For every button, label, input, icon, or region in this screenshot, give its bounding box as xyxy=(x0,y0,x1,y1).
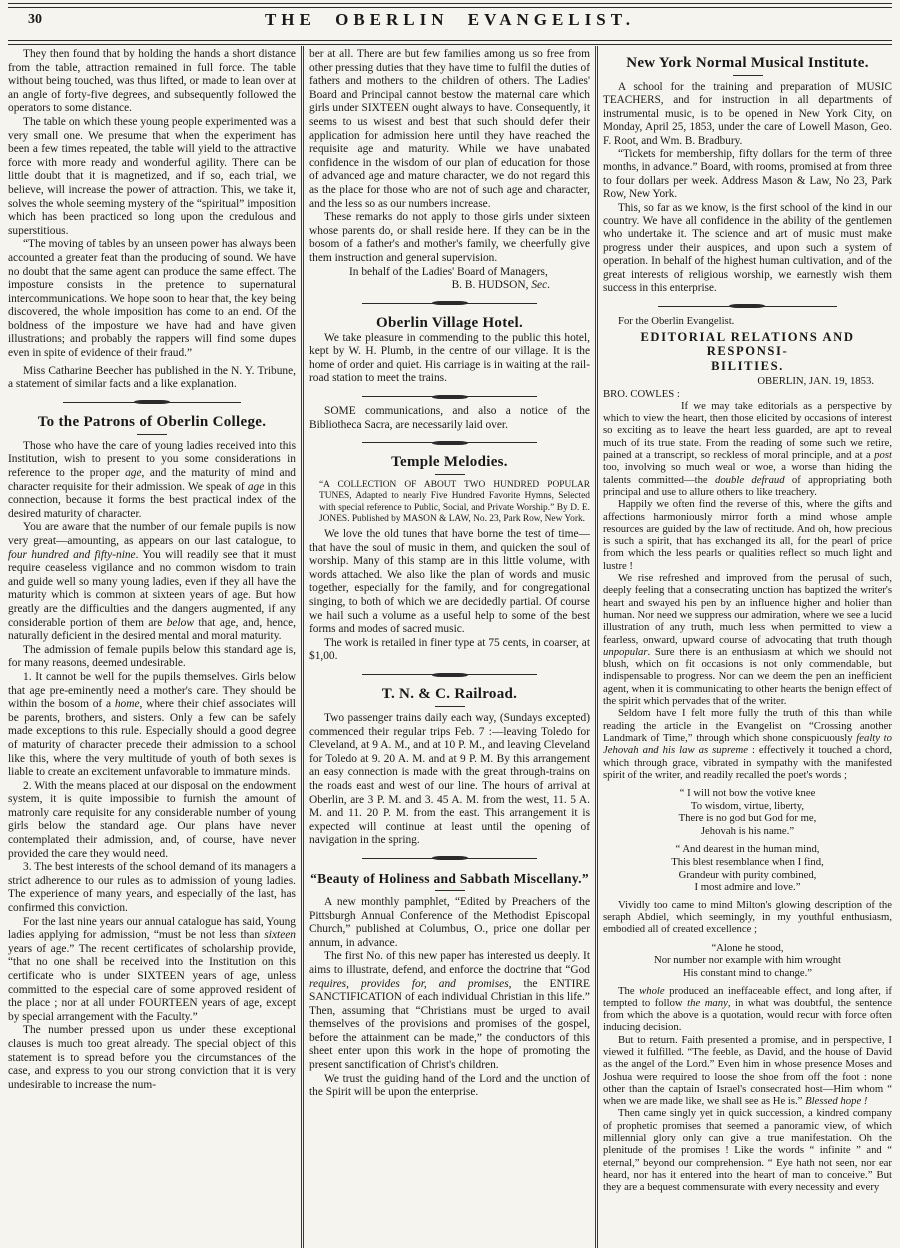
column-2 xyxy=(309,46,590,1248)
article-paragraph: The work is retailed in finer type at 75 cents, in coarser, at $1,00. xyxy=(309,636,590,663)
heading-underline-rule xyxy=(435,706,465,707)
ny-musical-institute-section xyxy=(603,55,892,296)
poem-quote-votive-knee xyxy=(611,787,884,837)
page-number: 30 xyxy=(28,12,42,27)
masthead-title: THE OBERLIN EVANGELIST. xyxy=(264,10,636,29)
poem-line: This blest resemblance when I find, xyxy=(671,856,824,869)
divider-ornament-icon xyxy=(432,856,468,860)
article-paragraph: The first No. of this new paper has interested us deeply. It aims to illustrate, defend, and enforce the doctrine that “God requires, provides for, and promises, the ENTIRE SANCTIFICATION of each individual Christian in this life.” Then, assuming that “Christians must be urged to avail themselves of the provisions and promises of the gospel, before the attainment can be made,” the conductors of this sheet enter upon this work in the hope of promoting the present sanctification of Christ's children. xyxy=(309,950,590,1072)
divider-ornament-icon xyxy=(432,395,468,399)
divider-ornament-icon xyxy=(432,673,468,677)
poem-line: There is no god but God for me, xyxy=(678,812,817,825)
page-header xyxy=(0,8,900,38)
column-separator-rule xyxy=(301,46,304,1248)
article-paragraph: We take pleasure in commending to the public this hotel, kept by W. H. Plumb, in the centre of our village. It is the home of order and quiet. His carriage is in waiting at the rail-road station to meet the trains. xyxy=(309,331,590,385)
article-paragraph: 2. With the means placed at our disposal on the endowment system, it is quite impossibie to furnish the amount of matronly care requisite for any considerable number of young girls below the standard age. Our plans have never contemplated their admission, and, of course, have never provided the care they would need. xyxy=(8,779,296,860)
poem-quote-abdiel xyxy=(611,942,884,980)
for-oberlin-evangelist-line: For the Oberlin Evangelist. xyxy=(618,314,735,327)
article-paragraph: “The moving of tables by an unseen power has always been accounted a greater feat than the producing of sound. We have no doubt that the same agent can produce the same effect. The imposture consists in the pretence to supernatural intercommunications. We hope soon to hear that, the key being discovered, the whole imposition has come to an end. Of the boldness of the imposture we have had and have given illustrations; and probably the rappers will find some dupes even in spite of evidence of their fraud.” xyxy=(8,238,296,360)
poem-quote-human-mind xyxy=(611,843,884,893)
heading-beauty-of-holiness: “Beauty of Holiness and Sabbath Miscellany.” xyxy=(310,870,589,886)
communications-notice-paragraph: SOME communications, and also a notice of the Bibliotheca Sacra, are necessarily laid over. xyxy=(309,405,590,431)
poem-line: Grandeur with purity combined, xyxy=(678,868,817,881)
heading-editorial-relations xyxy=(603,330,892,374)
article-paragraph: Those who have the care of young ladies received into this Institution, wish to present to you some considerations in reference to the proper age, and the maturity of mind and character requisite for their admission. We speak of age in this connection, because it forms the best practical index of the desired maturity of character. xyxy=(8,439,296,520)
signature-behalf-line: In behalf of the Ladies' Board of Managers, xyxy=(349,265,548,278)
poem-line: Nor number nor example with him wrought xyxy=(654,954,841,967)
article-paragraph: They then found that by holding the hands a short distance from the table, attraction remained in full force. The table without being touched, was thus lifted, or made to lean over at an angle of forty-five degrees, and subsequently followed the operators to some distance. xyxy=(8,48,296,115)
poem-line: “Alone he stood, xyxy=(711,941,784,954)
poem-line: “ And dearest in the human mind, xyxy=(675,843,820,856)
article-paragraph: We love the old tunes that have borne the test of time—that have the soul of music in them, and quicken the soul of worship. Many of this stamp are in this little volume, with words attached. We also like the plan of words and music together, especially for the family, and for congregational singing, to both of which we are decidedly partial. Of course we hail such a volume as a useful help to some of the best forms and modes of sacred music. xyxy=(309,528,590,636)
article-paragraph-continuation: ber at all. There are but few families among us so free from other pressing duties that they have time to fulfil the duties of fathers and mothers to the children of others. The Ladies' Board and Principal cannot bestow the maternal care which girls under SIXTEEN ought always to have. Consequently, it seems to us wisest and best that such should defer their application for admission here until they have reached the requisite age and maturity. While we have unabated confidence in the wisdom of our plan of education for those of advanced age and mature character, we do not regard this as the place for those who are not of such age and character, and the less so as our numbers increase. xyxy=(309,48,590,210)
poem-line: To wisdom, virtue, liberty, xyxy=(690,799,805,812)
letter-paragraph: We rise refreshed and improved from the perusal of such, deeply feeling that a consecrating unction has baptized the writer's heart and swayed his pen by an influence higher and holier than human. Nor need we suppress our admiration, where we see a lucid illustration of any truth, much less when permitted to view a fearless, onward, upward course of advocating that truth though unpopular. Sure there is an enthusiasm at which we should not blush, which on fit occasions is not only commendable, but indispensable to progress. Nor can we deem the pen an inefficient agent, when it is communicating to other hearts the benign effect of the spirit which pervades that of the writer. xyxy=(603,572,892,708)
poem-line: “ I will not bow the votive knee xyxy=(679,787,816,800)
divider-ornament-icon xyxy=(134,400,170,404)
article-paragraph: A school for the training and preparation of MUSIC TEACHERS, and for instruction in all departments of instrumental music, is to be opened in New York City, on Monday, April 25, 1853, under the care of Lowell Mason, Geo. F. Root, and Wm. B. Bradbury. xyxy=(603,81,892,147)
letter-paragraph: Happily we often find the reverse of this, where the gifts and affections harmoniously mirror forth a mind whose ample resources are guided by the law of rectitude. And oh, how precious is such a spirit, that has exchanged its all, for the pearl of price from which the less pearls or qualities reflect so much light and lustre ! xyxy=(603,498,892,572)
heading-patrons-of-oberlin-college: To the Patrons of Oberlin College. xyxy=(37,413,267,430)
article-paragraph: The number pressed upon us under these exceptional clauses is much too great already. The special object of this statement is to spread before you the circumstances of the case, and express to you our strong conviction that it is very undesirable to increase the num- xyxy=(8,1024,296,1091)
section-divider xyxy=(63,398,242,407)
beecher-note-paragraph: Miss Catharine Beecher has published in the N. Y. Tribune, a statement of similar facts and a like explanation. xyxy=(8,364,296,391)
column-3 xyxy=(603,46,892,1248)
heading-oberlin-village-hotel: Oberlin Village Hotel. xyxy=(375,314,523,331)
article-paragraph: We trust the guiding hand of the Lord and the unction of the Spirit will be upon the enterprise. xyxy=(309,1072,590,1099)
heading-underline-rule xyxy=(435,474,465,475)
article-paragraph: The admission of female pupils below this standard age is, for many reasons, deemed undesirable. xyxy=(8,643,296,670)
divider-ornament-icon xyxy=(432,301,468,305)
dateline: OBERLIN, JAN. 19, 1853. xyxy=(757,375,874,388)
salutation-line: BRO. COWLES : xyxy=(603,387,680,400)
divider-ornament-icon xyxy=(432,441,468,445)
poem-line: I most admire and love.” xyxy=(694,881,801,894)
article-paragraph: The table on which these young people experimented was a very small one. We presume that when the experiment has been a few times repeated, the table will yield to the attractive force with more ready and wonderful agility. There can be little doubt that it is magnetized, and if so, each trial, we believe, will increase the power of attraction. This, we take it, solves the whole seeming mystery of the “spiritual” imposition which has been practiced so long upon the credulous and superstitious. xyxy=(8,115,296,237)
heading-underline-rule xyxy=(137,434,167,435)
heading-line-2: BILITIES. xyxy=(711,358,784,373)
section-divider xyxy=(362,670,536,679)
letter-paragraph: Seldom have I felt more fully the truth of this than while reading the article in the Evangelist on “Crossing another Landmark of Time,” through which shone conspicuously fealty to Jehovah and his law as supreme : effectively it touched a chord, which through grace, vibrated in sympathy with the manifested spirit of the writer, and readily recalled the poet's words ; xyxy=(603,707,892,781)
letter-paragraph: Vividly too came to mind Milton's glowing description of the seraph Abdiel, which seemingly, in my youthful enthusiasm, embodied all of created excellence ; xyxy=(603,898,892,936)
column-separator-rule xyxy=(595,46,598,1248)
heading-underline-rule xyxy=(435,890,465,891)
heading-line-1: EDITORIAL RELATIONS AND RESPONSI- xyxy=(640,329,855,359)
letter-paragraph: But to return. Faith presented a promise, and in perspective, I viewed it fulfilled. “The feeble, as David, and the house of David as the angel of the Lord.” Even him in whose presence Moses and Joshua were required to loose the shoe from off the foot : none other than the captain of Israel's consecrated host—Him whom “ when we are made like, we shall see as He is.” Blessed hope ! xyxy=(603,1033,892,1108)
poem-line: Jehovah is his name.” xyxy=(700,824,795,837)
heading-temple-melodies: Temple Melodies. xyxy=(391,454,508,471)
article-paragraph: “Tickets for membership, fifty dollars for the term of three months, in advance.” Board, with rooms, promised at from three to four dollars per week. Address Mason & Law, No 23, Park Row, New York. xyxy=(603,148,892,201)
heading-tnc-railroad: T. N. & C. Railroad. xyxy=(381,686,518,702)
section-divider xyxy=(362,854,536,863)
header-bottom-rule xyxy=(8,40,892,45)
section-divider xyxy=(362,392,536,401)
article-paragraph: 3. The best interests of the school demand of its managers a strict adherence to our rules as to admission of young ladies. The experience of many years, and especially of the last, has confirmed this conviction. xyxy=(8,861,296,915)
heading-ny-normal-musical-institute: New York Normal Musical Institute. xyxy=(626,55,869,71)
section-divider xyxy=(362,299,536,308)
article-paragraph: This, so far as we know, is the first school of the kind in our country. We have all confidence in the ability of the gentlemen who undertake it. The science and art of music must make progress under their auspices, and upon such a system of operation. In behalf of the highest human cultivation, and of the great interests of religious worship, we earnestly wish them success in this enterprise. xyxy=(603,201,892,295)
article-paragraph: For the last nine years our annual catalogue has said, Young ladies applying for admission, “must be not less than sixteen years of age.” The recent certificates of scholarship provide, “that no one shall be received into the Institution on this certificate who is under SIXTEEN years of age, unless committed to the especial care of some approved resident of the place ; nor at all under FOURTEEN years of age, except by special arrangement with the Faculty.” xyxy=(8,915,296,1023)
article-paragraph: You are aware that the number of our female pupils is now very great—amounting, as appears on our last catalogue, to four hundred and fifty-nine. You will readily see that it must require ceaseless vigilance and no common wisdom to train and guide well so many young ladies, even if they all have the maturity which is common at sixteen years of age. But how greatly are the difficulties and the dangers augmented, if any considerable portion of them are below that age, and, hence, naturally deficient in the desired mental and moral maturity. xyxy=(8,521,296,643)
signature-name: B. B. HUDSON, Sec. xyxy=(451,279,550,292)
heading-underline-rule xyxy=(733,75,763,76)
section-divider xyxy=(658,302,837,311)
column-layout xyxy=(8,46,892,1248)
article-paragraph: These remarks do not apply to those girls under sixteen whose parents do, or shall reside here. If they can be in the bosom of a father's and mother's family, we cheerfully give them instruction and general supervision. xyxy=(309,211,590,264)
poem-line: His constant mind to change.” xyxy=(682,966,813,979)
letter-paragraph: The whole produced an ineffaceable effect, and long after, if tempted to follow the many, in what was doubtful, the sentence from which the above is a quotation, would recur with force often inducing decision. xyxy=(603,984,892,1034)
letter-paragraph: Then came singly yet in quick succession, a kindred company of prophetic promises that seemed a panoramic view, of which millennial glory only can give a true manifestation. Oh the plenitude of the promises ! Like the words “ infinite ” and “ eternal,” beyond our comprehension. “ Eye hath not seen, nor ear heard, nor has it entered into the heart of man to conceive.” But they are a bequest commensurate with every necessity and every xyxy=(603,1107,892,1194)
divider-ornament-icon xyxy=(729,304,765,308)
column-1 xyxy=(8,46,296,1248)
editorial-letter-section xyxy=(603,315,892,1194)
temple-melodies-citation: “A COLLECTION OF ABOUT TWO HUNDRED POPULAR TUNES, Adapted to nearly Five Hundred Favorite Hymns, Selected with special reference to Public, Social, and Private Worship.” By D. E. JONES. Published by MASON & LAW, No. 23, Park Row, New York. xyxy=(319,480,590,524)
article-paragraph: Two passenger trains daily each way, (Sundays excepted) commenced their regular trips Feb. 7 :—leaving Toledo for Cleveland, at 9 A. M., and at 10 P. M., and leaving Cleveland for Toledo at 9. 20 A. M. and at 9 P. M. By this arrangement an easy connection is made with the great through-trains on the roads east and west of our line. The hours of arrival at Oberlin, are 3 P. M. and 3. 45 A. M. from the west, 11. 5 A. M. and 11. 20 P. M. from the east. This arrangement it is expected will continue at least until the opening of navigation in the spring. xyxy=(309,712,590,847)
section-divider xyxy=(362,438,536,447)
article-paragraph: A new monthly pamphlet, “Edited by Preachers of the Pittsburgh Annual Conference of the Methodist Episcopal Church,” published at Columbus, O., price one dollar per annum, in advance. xyxy=(309,895,590,949)
article-paragraph: 1. It cannot be well for the pupils themselves. Girls below that age pre-eminently need a mother's care. They should be within the bosom of a home, where their chief associates will be parents, brothers, and sisters. Only a few can be safely made exceptions to this rule. Especially should a good degree of maturity of character precede their admission to a school like this, where the very multitude of youth of both sexes is liable to create an excitement unfavorable to immature minds. xyxy=(8,670,296,779)
letter-paragraph: If we may take editorials as a perspective by which to view the heart, then those elicited by occasions of interest so exciting as to leave the heart less guarded, are apt to reveal much of its true state. From the reading of some such we retire, pained at a transcript, so reckless of moral principle, and at a post too, involving so much weal or woe, a worse than hiding the talents committed—the double defraud of appropriating both principal and use to allure others to like treachery. xyxy=(603,399,892,498)
